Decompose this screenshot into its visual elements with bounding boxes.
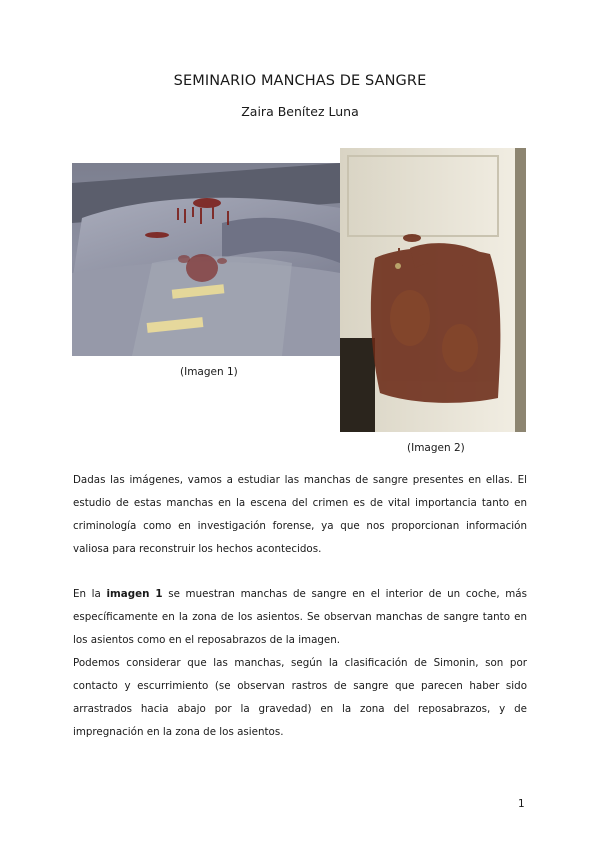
- paragraph-image1-after: se muestran manchas de sangre en el interior de un coche, más específicamente en la zona de los asientos. Se observan manchas de sangre tanto en los asientos como en el reposabrazos de la imagen.: [73, 588, 527, 646]
- car-seat-bloodstain-photo: [72, 163, 340, 356]
- figure-1-caption: (Imagen 1): [180, 366, 238, 378]
- page-number: 1: [518, 798, 525, 810]
- door-bloodstain-photo: [340, 148, 526, 432]
- figure-2-caption: (Imagen 2): [407, 442, 465, 454]
- paragraph-intro: Dadas las imágenes, vamos a estudiar las manchas de sangre presentes en ellas. El estudio de estas manchas en la escena del crimen es de vital importancia tanto en criminología como en investigación forense, ya que nos proporcionan información valiosa para reconstruir los hechos acontecidos.: [73, 474, 527, 555]
- document-title: SEMINARIO MANCHAS DE SANGRE: [173, 73, 427, 89]
- document-author: Zaira Benítez Luna: [241, 104, 359, 119]
- paragraph-image1-before: En la: [73, 588, 107, 600]
- paragraph-image1: [73, 583, 527, 652]
- paragraph-image1-emphasis: imagen 1: [106, 588, 163, 600]
- paragraph-classification: Podemos considerar que las manchas, según la clasificación de Simonin, son por contacto y escurrimiento (se observan rastros de sangre que parecen haber sido arrastrados hacia abajo por la gravedad) en la zona del reposabrazos, y de impregnación en la zona de los asientos.: [73, 657, 527, 738]
